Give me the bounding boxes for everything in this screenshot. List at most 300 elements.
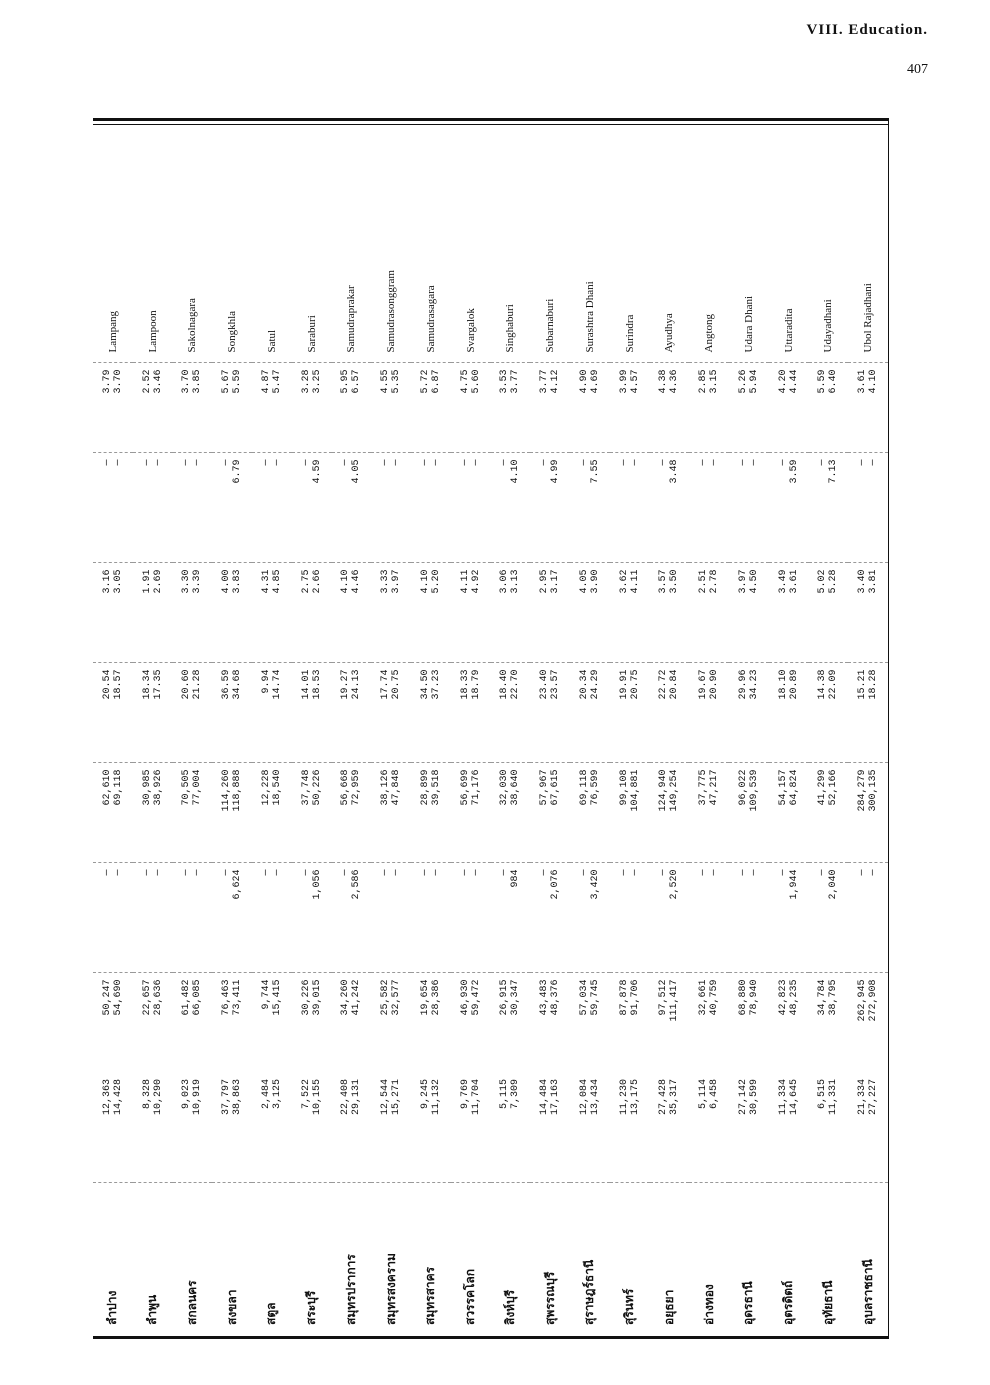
cell-value: 6.57 — [351, 369, 363, 394]
cell-value: 3.57 — [658, 569, 670, 594]
cell-value: 4.59 — [311, 459, 323, 484]
cell-value: — — [430, 869, 442, 876]
cell-value: 7,522 — [300, 1079, 312, 1110]
province-thai-name: สมุทรสาคร — [423, 1266, 438, 1325]
cell-g — [530, 453, 570, 563]
cell-g — [292, 453, 332, 563]
cell-value: 4.46 — [351, 569, 363, 594]
cell-value: 22.70 — [510, 669, 522, 700]
cell-g — [411, 453, 451, 563]
cell-value: 3.05 — [112, 569, 124, 594]
cell-value: 2.78 — [709, 569, 721, 594]
cell-value: 43,483 — [539, 979, 551, 1016]
cell-d — [809, 763, 849, 863]
cell-c — [530, 863, 570, 973]
cell-value: 32,661 — [698, 979, 710, 1016]
cell-c — [689, 863, 729, 973]
cell-value: 4.00 — [221, 569, 233, 594]
cell-value: — — [470, 869, 482, 876]
province-thai-name: สุราษฎร์ธานี — [582, 1259, 597, 1325]
cell-value: 4.20 — [777, 369, 789, 394]
cell-b — [212, 973, 252, 1073]
cell-e — [491, 663, 531, 763]
cell-value: 9,769 — [459, 1079, 471, 1110]
cell-f — [530, 563, 570, 663]
cell-c — [252, 863, 292, 973]
cell-e — [689, 663, 729, 763]
cell-value: 5.95 — [340, 369, 352, 394]
cell-value: 6,515 — [817, 1079, 829, 1110]
cell-h — [809, 363, 849, 453]
cell-f — [173, 563, 213, 663]
cell-value: 3.81 — [868, 569, 880, 594]
cell-f — [252, 563, 292, 663]
province-thai-name: สวรรคโลก — [463, 1268, 478, 1325]
cell-d — [610, 763, 650, 863]
cell-value: 14,645 — [788, 1079, 800, 1116]
cell-value: 5.02 — [817, 569, 829, 594]
cell-b — [133, 973, 173, 1073]
cell-value: 12,363 — [101, 1079, 113, 1116]
table-row — [411, 118, 451, 1333]
cell-value: 50,226 — [311, 769, 323, 806]
cell-value: 29.96 — [737, 669, 749, 700]
cell-d — [491, 763, 531, 863]
cell-value: 18.53 — [311, 669, 323, 700]
cell-e — [411, 663, 451, 763]
cell-c — [371, 863, 411, 973]
cell-value: 4.55 — [380, 369, 392, 394]
cell-value: 5,114 — [698, 1079, 710, 1110]
cell-value: 37,775 — [698, 769, 710, 806]
cell-value: 28,899 — [419, 769, 431, 806]
cell-c — [93, 863, 133, 973]
cell-c — [133, 863, 173, 973]
cell-value: — — [391, 459, 403, 466]
cell-h — [570, 363, 610, 453]
cell-value: — — [152, 869, 164, 876]
cell-f — [650, 563, 690, 663]
cell-value: 149,254 — [669, 769, 681, 812]
cell-value: — — [221, 869, 233, 876]
cell-value: 12,228 — [260, 769, 272, 806]
province-english-name: Songkhla — [212, 118, 252, 363]
cell-g — [610, 453, 650, 563]
rotated-table-container — [93, 118, 888, 1333]
cell-value: 13,434 — [589, 1079, 601, 1116]
table-row — [252, 118, 292, 1333]
cell-value: 18.34 — [141, 669, 153, 700]
cell-h — [252, 363, 292, 453]
cell-value: 2.66 — [311, 569, 323, 594]
cell-f — [292, 563, 332, 663]
cell-value: 20.90 — [709, 669, 721, 700]
table-row — [371, 118, 411, 1333]
cell-h — [729, 363, 769, 453]
cell-value: 37.23 — [430, 669, 442, 700]
cell-b — [769, 973, 809, 1073]
cell-value: 4.75 — [459, 369, 471, 394]
table-row — [848, 118, 888, 1333]
cell-value: 28,636 — [152, 979, 164, 1016]
cell-value: 3.49 — [777, 569, 789, 594]
cell-value: 3.83 — [232, 569, 244, 594]
cell-value: 20.60 — [181, 669, 193, 700]
cell-value: 39,015 — [311, 979, 323, 1016]
cell-value: 38,640 — [510, 769, 522, 806]
cell-d — [689, 763, 729, 863]
cell-f — [93, 563, 133, 663]
cell-b — [173, 973, 213, 1073]
cell-value: 61,482 — [181, 979, 193, 1016]
cell-value: 14.01 — [300, 669, 312, 700]
cell-e — [848, 663, 888, 763]
cell-a — [848, 1073, 888, 1183]
province-thai-name: อุบลราชธานี — [860, 1259, 875, 1325]
cell-value: 96,022 — [737, 769, 749, 806]
cell-e — [451, 663, 491, 763]
cell-value: 25,582 — [380, 979, 392, 1016]
cell-value: 34,260 — [340, 979, 352, 1016]
cell-h — [848, 363, 888, 453]
cell-value: — — [430, 459, 442, 466]
cell-g — [809, 453, 849, 563]
cell-value: 30,347 — [510, 979, 522, 1016]
cell-a — [292, 1073, 332, 1183]
cell-value: 23.40 — [539, 669, 551, 700]
cell-value: 20.75 — [629, 669, 641, 700]
cell-value: 77,004 — [192, 769, 204, 806]
cell-d — [332, 763, 372, 863]
table-row — [491, 118, 531, 1333]
cell-value: 37,748 — [300, 769, 312, 806]
cell-value: 3.77 — [510, 369, 522, 394]
cell-value: 20.34 — [578, 669, 590, 700]
cell-value: 5.20 — [430, 569, 442, 594]
cell-value: 76,599 — [589, 769, 601, 806]
cell-value: 72,959 — [351, 769, 363, 806]
cell-h — [332, 363, 372, 453]
table-row — [133, 118, 173, 1333]
cell-value: — — [857, 459, 869, 466]
cell-value: 35,317 — [669, 1079, 681, 1116]
cell-value: — — [618, 869, 630, 876]
cell-value: 6,458 — [709, 1079, 721, 1110]
cell-value: 24.13 — [351, 669, 363, 700]
cell-value: 114,260 — [221, 769, 233, 812]
cell-value: 9,744 — [260, 979, 272, 1010]
cell-value: 47,217 — [709, 769, 721, 806]
cell-a — [93, 1073, 133, 1183]
cell-value: — — [868, 869, 880, 876]
table-row — [212, 118, 252, 1333]
cell-value: 3.70 — [181, 369, 193, 394]
cell-value: 2.85 — [698, 369, 710, 394]
cell-value: 78,940 — [748, 979, 760, 1016]
cell-c — [848, 863, 888, 973]
cell-value: 3.61 — [857, 369, 869, 394]
cell-value: 3.30 — [181, 569, 193, 594]
cell-value: 30,226 — [300, 979, 312, 1016]
cell-a — [729, 1073, 769, 1183]
cell-value: 21.28 — [192, 669, 204, 700]
cell-value: 5.59 — [232, 369, 244, 394]
cell-value: 22,408 — [340, 1079, 352, 1116]
cell-value: — — [260, 869, 272, 876]
cell-h — [173, 363, 213, 453]
cell-g — [769, 453, 809, 563]
cell-value: — — [629, 459, 641, 466]
cell-value: 18.40 — [499, 669, 511, 700]
cell-value: 3.13 — [510, 569, 522, 594]
cell-value: 20.89 — [788, 669, 800, 700]
cell-value: 22.09 — [828, 669, 840, 700]
cell-value: 9.94 — [260, 669, 272, 694]
cell-c — [650, 863, 690, 973]
cell-value: 4.85 — [271, 569, 283, 594]
cell-h — [371, 363, 411, 453]
cell-b — [451, 973, 491, 1073]
cell-e — [292, 663, 332, 763]
cell-a — [451, 1073, 491, 1183]
cell-value: 56,699 — [459, 769, 471, 806]
cell-value: 5.35 — [391, 369, 403, 394]
cell-value: 27,142 — [737, 1079, 749, 1116]
cell-value: 104,881 — [629, 769, 641, 812]
cell-value: 3.06 — [499, 569, 511, 594]
cell-value: 118,888 — [232, 769, 244, 812]
cell-b — [689, 973, 729, 1073]
province-english-name: Udayadhani — [809, 118, 849, 363]
cell-d — [93, 763, 133, 863]
province-thai-name: สกลนคร — [184, 1280, 199, 1325]
cell-value: — — [539, 459, 551, 466]
cell-e — [650, 663, 690, 763]
cell-d — [371, 763, 411, 863]
cell-e — [769, 663, 809, 763]
province-english-name: Saraburi — [292, 118, 332, 363]
cell-value: 2.69 — [152, 569, 164, 594]
cell-value: — — [817, 459, 829, 466]
cell-h — [650, 363, 690, 453]
cell-a — [570, 1073, 610, 1183]
cell-value: 34,784 — [817, 979, 829, 1016]
cell-value: 37,797 — [221, 1079, 233, 1116]
cell-value: — — [419, 459, 431, 466]
cell-value: 4.36 — [669, 369, 681, 394]
cell-value: 4.92 — [470, 569, 482, 594]
cell-value: 2.75 — [300, 569, 312, 594]
cell-value: 2.95 — [539, 569, 551, 594]
cell-value: 19.27 — [340, 669, 352, 700]
table-row — [689, 118, 729, 1333]
cell-value: 99,108 — [618, 769, 630, 806]
cell-value: 29,131 — [351, 1079, 363, 1116]
cell-value: 64,824 — [788, 769, 800, 806]
cell-g — [212, 453, 252, 563]
cell-value: — — [380, 869, 392, 876]
cell-value: 54,157 — [777, 769, 789, 806]
cell-e — [173, 663, 213, 763]
cell-value: 15,271 — [391, 1079, 403, 1116]
province-thai-name: ลำพูน — [145, 1294, 160, 1325]
cell-value: — — [459, 869, 471, 876]
province-english-name: Udara Dhani — [729, 118, 769, 363]
cell-value: 19,654 — [419, 979, 431, 1016]
cell-value: 10,155 — [311, 1079, 323, 1116]
cell-a — [809, 1073, 849, 1183]
cell-a — [411, 1073, 451, 1183]
cell-f — [689, 563, 729, 663]
cell-h — [769, 363, 809, 453]
cell-b — [93, 973, 133, 1073]
province-english-name: Sakolnagara — [173, 118, 213, 363]
cell-value: 4.57 — [629, 369, 641, 394]
province-thai-name: สระบุรี — [304, 1290, 319, 1325]
cell-value: — — [777, 459, 789, 466]
cell-c — [610, 863, 650, 973]
cell-value: 87,878 — [618, 979, 630, 1016]
cell-h — [530, 363, 570, 453]
province-english-name: Ayudhya — [650, 118, 690, 363]
cell-value: — — [112, 869, 124, 876]
province-thai-name: สมุทรสงคราม — [383, 1253, 398, 1325]
cell-value: 36.59 — [221, 669, 233, 700]
cell-value: 5.72 — [419, 369, 431, 394]
cell-value: 38,926 — [152, 769, 164, 806]
province-english-name: Angtong — [689, 118, 729, 363]
cell-value: 4.11 — [459, 569, 471, 594]
cell-value: 38,126 — [380, 769, 392, 806]
cell-f — [610, 563, 650, 663]
cell-e — [809, 663, 849, 763]
province-thai-name: สตูล — [264, 1302, 279, 1325]
cell-value: 3.39 — [192, 569, 204, 594]
cell-value: 5.26 — [737, 369, 749, 394]
cell-value: — — [112, 459, 124, 466]
cell-value: 10,919 — [192, 1079, 204, 1116]
cell-value: 39,518 — [430, 769, 442, 806]
province-english-name: Samudrasonggram — [371, 118, 411, 363]
cell-value: 41,242 — [351, 979, 363, 1016]
cell-value: 4.10 — [868, 369, 880, 394]
cell-b — [570, 973, 610, 1073]
cell-value: — — [260, 459, 272, 466]
cell-g — [848, 453, 888, 563]
cell-value: — — [419, 869, 431, 876]
cell-value: 9,245 — [419, 1079, 431, 1110]
cell-b — [809, 973, 849, 1073]
province-thai-name: สมุทรปราการ — [343, 1254, 358, 1325]
cell-value: — — [618, 459, 630, 466]
cell-value: 9,023 — [181, 1079, 193, 1110]
cell-value: — — [271, 459, 283, 466]
cell-value: 70,505 — [181, 769, 193, 806]
cell-value: — — [868, 459, 880, 466]
cell-value: 32,030 — [499, 769, 511, 806]
cell-b — [610, 973, 650, 1073]
cell-value: — — [539, 869, 551, 876]
province-thai-name: สุรินทร์ — [622, 1288, 637, 1325]
cell-value: — — [459, 459, 471, 466]
cell-value: — — [141, 869, 153, 876]
cell-value: — — [578, 459, 590, 466]
cell-a — [133, 1073, 173, 1183]
cell-value: 18.79 — [470, 669, 482, 700]
cell-value: 21,334 — [857, 1079, 869, 1116]
cell-value: 76,463 — [221, 979, 233, 1016]
cell-value: 5.94 — [748, 369, 760, 394]
cell-value: 46,930 — [459, 979, 471, 1016]
cell-value: 73,411 — [232, 979, 244, 1016]
cell-value: 3.16 — [101, 569, 113, 594]
cell-value: 6,624 — [232, 869, 244, 900]
cell-a — [173, 1073, 213, 1183]
cell-f — [729, 563, 769, 663]
cell-value: — — [380, 459, 392, 466]
cell-value: 7.13 — [828, 459, 840, 484]
cell-value: 4.05 — [351, 459, 363, 484]
cell-b — [292, 973, 332, 1073]
cell-value: 23.57 — [550, 669, 562, 700]
cell-value: 47,848 — [391, 769, 403, 806]
cell-value: 4.99 — [550, 459, 562, 484]
cell-value: 38,795 — [828, 979, 840, 1016]
cell-value: 19.67 — [698, 669, 710, 700]
cell-e — [133, 663, 173, 763]
province-thai-name: อ่างทอง — [701, 1284, 716, 1325]
cell-h — [451, 363, 491, 453]
cell-value: 34.68 — [232, 669, 244, 700]
cell-value: 262,945 — [857, 979, 869, 1022]
cell-value: 984 — [510, 869, 522, 888]
cell-value: 3.53 — [499, 369, 511, 394]
cell-h — [411, 363, 451, 453]
province-english-name: Samudraprakar — [332, 118, 372, 363]
cell-value: — — [578, 869, 590, 876]
cell-value: 3,420 — [589, 869, 601, 900]
cell-e — [332, 663, 372, 763]
cell-value: — — [777, 869, 789, 876]
cell-h — [610, 363, 650, 453]
cell-value: 3.46 — [152, 369, 164, 394]
cell-value: 18.10 — [777, 669, 789, 700]
cell-value: 3.50 — [669, 569, 681, 594]
cell-value: 19.91 — [618, 669, 630, 700]
cell-a — [371, 1073, 411, 1183]
cell-value: 97,512 — [658, 979, 670, 1016]
cell-value: — — [271, 869, 283, 876]
cell-value: 5.47 — [271, 369, 283, 394]
cell-b — [650, 973, 690, 1073]
table-body — [93, 118, 888, 1333]
cell-value: — — [817, 869, 829, 876]
province-english-name: Svargalok — [451, 118, 491, 363]
cell-value: 3.48 — [669, 459, 681, 484]
cell-g — [491, 453, 531, 563]
cell-d — [411, 763, 451, 863]
cell-c — [292, 863, 332, 973]
cell-value: — — [141, 459, 153, 466]
province-english-name: Surindra — [610, 118, 650, 363]
cell-value: 3.77 — [539, 369, 551, 394]
province-thai-name: อุดรธานี — [741, 1281, 756, 1325]
cell-value: 17.74 — [380, 669, 392, 700]
cell-f — [570, 563, 610, 663]
cell-value: 6.87 — [430, 369, 442, 394]
cell-g — [570, 453, 610, 563]
cell-value: — — [181, 459, 193, 466]
